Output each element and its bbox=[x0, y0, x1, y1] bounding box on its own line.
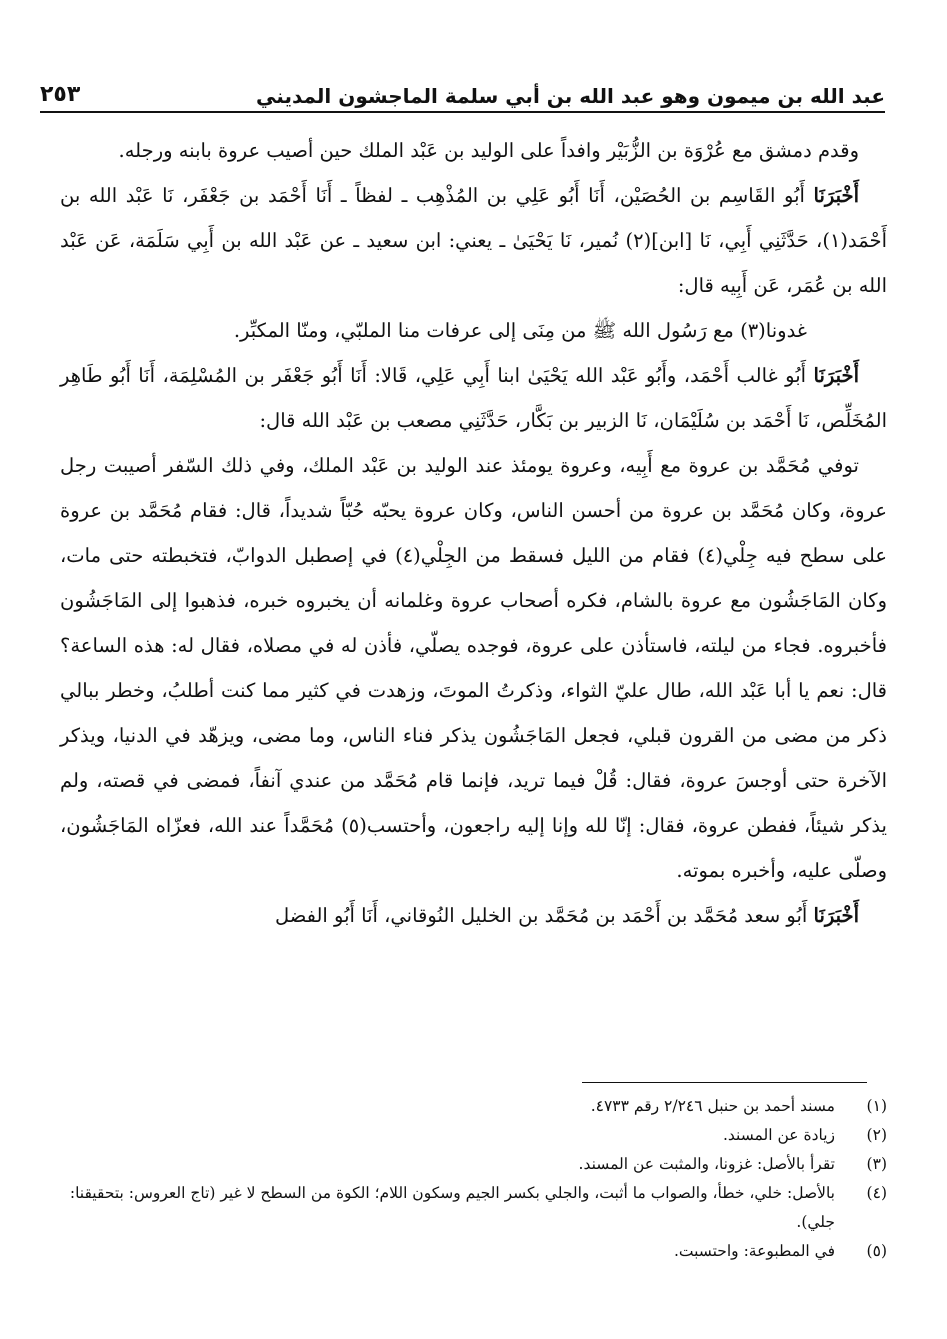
footnote bbox=[60, 1179, 887, 1237]
footnote bbox=[60, 1237, 887, 1266]
isnad-lead: أَخْبَرَنَا bbox=[813, 184, 859, 207]
paragraph-text: أَبُو غالب أَحْمَد، وأَبُو عَبْد الله يَحْيَىٰ ابنا أَبِي عَلِي، قَالا: أَنَا أَبُو جَعْفَر بن المُسْلِمَة، أَنَا أَبُو طَاهِر المُخَلِّص، نَا أَحْمَد بن سُلَيْمَان، نَا الزبير بن بَكَّار، حَدَّثَنِي مصعب بن عَبْد الله قال: bbox=[60, 364, 887, 432]
footnote-number: (٥) bbox=[866, 1242, 887, 1260]
isnad-lead: أَخْبَرَنَا bbox=[813, 904, 859, 927]
main-text bbox=[60, 128, 887, 938]
paragraph-text: غدونا(٣) مع رَسُول الله ﷺ من مِنَى إلى عرفات منا الملبّي، ومنّا المكبِّر. bbox=[233, 319, 807, 342]
header-divider bbox=[40, 111, 885, 113]
footnote-divider bbox=[582, 1082, 867, 1083]
paragraph bbox=[60, 443, 887, 893]
footnote-number: (١) bbox=[866, 1097, 887, 1115]
paragraph-text: أَبُو القَاسِم بن الحُصَيْن، أَنَا أَبُو عَلِي بن المُذْهِب ـ لفظاً ـ أَنَا أَحْمَد بن جَعْفَر، نَا عَبْد الله بن أَحْمَد(١)، حَدَّثَنِي أَبِي، نَا [ابن](٢) نُمير، نَا يَحْيَىٰ ـ يعني: ابن سعيد ـ عن عَبْد الله بن أَبِي سَلَمَة، عَن عَبْد الله بن عُمَر، عَن أَبِيه قال: bbox=[60, 184, 888, 297]
hadith-text bbox=[60, 308, 887, 353]
footnote bbox=[60, 1092, 887, 1121]
paragraph bbox=[60, 353, 887, 443]
footnote-text: تقرأ بالأصل: غزونا، والمثبت عن المسند. bbox=[578, 1155, 835, 1173]
paragraph-text: أَبُو سعد مُحَمَّد بن أَحْمَد بن مُحَمَّد بن الخليل النُوقاني، أَنَا أَبُو الفضل bbox=[274, 904, 814, 927]
paragraph-text: وقدم دمشق مع عُرْوَة بن الزُّبَيْر وافداً على الوليد بن عَبْد الملك حين أصيب عروة بابنه ورجله. bbox=[118, 139, 859, 162]
paragraph bbox=[60, 173, 887, 308]
footnote-text: زيادة عن المسند. bbox=[722, 1126, 835, 1144]
header-title: عبد الله بن ميمون وهو عبد الله بن أبي سلمة الماجشون المديني bbox=[256, 84, 885, 108]
footnote-text: بالأصل: خلي، خطأ، والصواب ما أثبت، والجلي بكسر الجيم وسكون اللام؛ الكوة من السطح لا غير (تاج العروس: بتحقيقنا: جلي). bbox=[69, 1184, 835, 1231]
footnote-text: مسند أحمد بن حنبل ٢/٢٤٦ رقم ٤٧٣٣. bbox=[590, 1097, 835, 1115]
footnote-number: (٤) bbox=[866, 1184, 887, 1202]
footnotes bbox=[60, 1092, 887, 1266]
page-number: ٢٥٣ bbox=[40, 82, 81, 107]
footnote-text: في المطبوعة: واحتسبت. bbox=[673, 1242, 835, 1260]
paragraph bbox=[60, 128, 887, 173]
footnote bbox=[60, 1121, 887, 1150]
paragraph-text: توفي مُحَمَّد بن عروة مع أَبِيه، وعروة يومئذ عند الوليد بن عَبْد الملك، وفي ذلك السّفر أصيبت رجل عروة، وكان مُحَمَّد بن عروة من أحسن الناس، وكان عروة يحبّه حُبّاً شديداً، قال: فقام مُحَمَّد بن عروة على سطح فيه جِلْي(٤) فقام من الليل فسقط من الجِلْي(٤) في إصطبل الدوابّ، فتخبطته حتى مات، وكان المَاجَشُون مع عروة بالشام، فكره أصحاب عروة وغلمانه أن يخبروه خبره، فذهبوا إلى المَاجَشُون فأخبروه. فجاء من ليلته، فاستأذن على عروة، فوجده يصلّي، فأذن له في مصلاه، فقال له: هذه الساعة؟ قال: نعم يا أبا عَبْد الله، طال عليّ الثواء، وذكرتُ الموتَ، وزهدت في كثير مما كنت أطلبُ، وخطر ببالي ذكر من مضى من القرون قبلي، فجعل المَاجَشُون يذكر فناء الناس، وما مضى، ويزهّد في الدنيا، ويذكر الآخرة حتى أوجسَ عروة، فقال: قُلْ فيما تريد، فإنما قام مُحَمَّد من عندي آنفاً، فمضى في قصته، ولم يذكر شيئاً، ففطن عروة، فقال: إنّا لله وإنا إليه راجعون، وأحتسب(٥) مُحَمَّداً عند الله، فعزّاه المَاجَشُون، وصلّى عليه، وأخبره بموته. bbox=[60, 454, 887, 882]
footnote bbox=[60, 1150, 887, 1179]
paragraph bbox=[60, 893, 887, 938]
footnote-number: (٣) bbox=[866, 1155, 887, 1173]
running-header bbox=[40, 62, 885, 106]
footnote-number: (٢) bbox=[866, 1126, 887, 1144]
isnad-lead: أَخْبَرَنَا bbox=[813, 364, 859, 387]
